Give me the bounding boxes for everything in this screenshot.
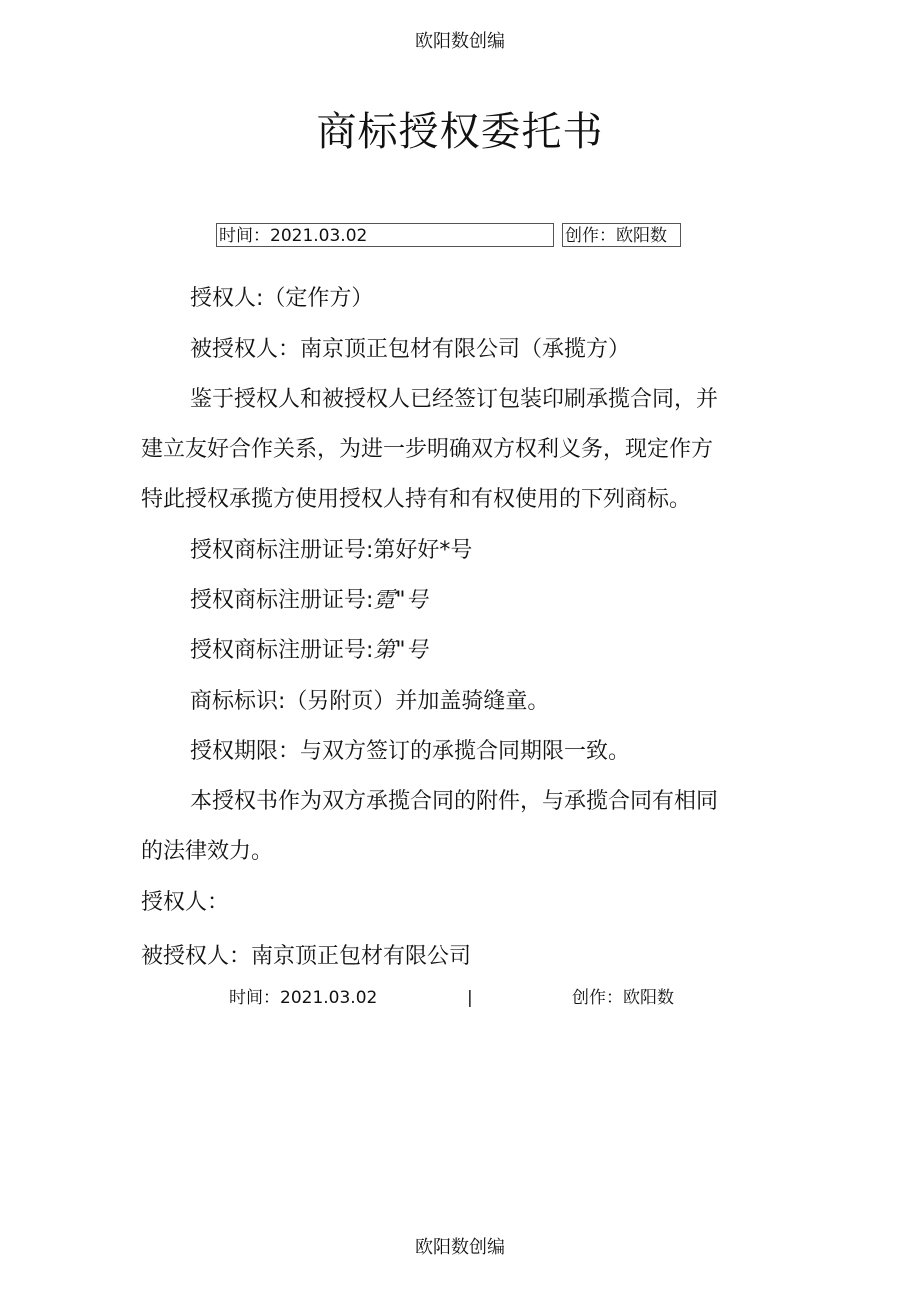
signature-grantor: 授权人： [141, 890, 230, 915]
signature-grantee: 被授权人：南京顶正包材有限公司 [141, 944, 472, 969]
registration-value: 霓"号 [373, 588, 428, 613]
paragraph-2-line-1: 本授权书作为双方承揽合同的附件，与承揽合同有相同 [190, 789, 719, 814]
paragraph-1-line-3: 特此授权承揽方使用授权人持有和有权使用的下列商标。 [141, 487, 692, 512]
registration-line-3 [190, 636, 428, 666]
footer-note: 欧阳数创编 [415, 1237, 505, 1258]
paragraph-1-line-2: 建立友好合作关系，为进一步明确双方权利义务，现定作方 [141, 437, 714, 462]
authorization-period-line: 授权期限：与双方签订的承揽合同期限一致。 [190, 739, 631, 764]
registration-value: 第好好*号 [373, 538, 473, 563]
registration-value: 第"号 [373, 638, 428, 663]
document-title: 商标授权委托书 [316, 109, 604, 155]
footer-author: 创作：欧阳数 [572, 988, 674, 1008]
paragraph-1-line-1: 鉴于授权人和被授权人已经签订包装印刷承揽合同，并 [190, 387, 719, 412]
grantee-line: 被授权人：南京顶正包材有限公司（承揽方） [190, 337, 631, 362]
registration-line-2 [190, 586, 428, 616]
registration-label: 授权商标注册证号: [190, 638, 374, 663]
registration-label: 授权商标注册证号: [190, 538, 374, 563]
meta-author-field: 创作：欧阳数 [562, 223, 681, 247]
meta-time-field: 时间：2021.03.02 [216, 223, 554, 247]
header-note: 欧阳数创编 [415, 31, 505, 52]
footer-time: 时间：2021.03.02 [229, 988, 378, 1008]
grantor-line: 授权人:（定作方） [190, 286, 374, 311]
footer-separator: | [467, 988, 473, 1008]
paragraph-2-line-2: 的法律效力。 [141, 839, 274, 864]
document-body [141, 284, 781, 984]
registration-line-1 [190, 536, 472, 566]
trademark-mark-line: 商标标识:（另附页）并加盖骑缝童。 [190, 689, 550, 714]
registration-label: 授权商标注册证号: [190, 588, 374, 613]
